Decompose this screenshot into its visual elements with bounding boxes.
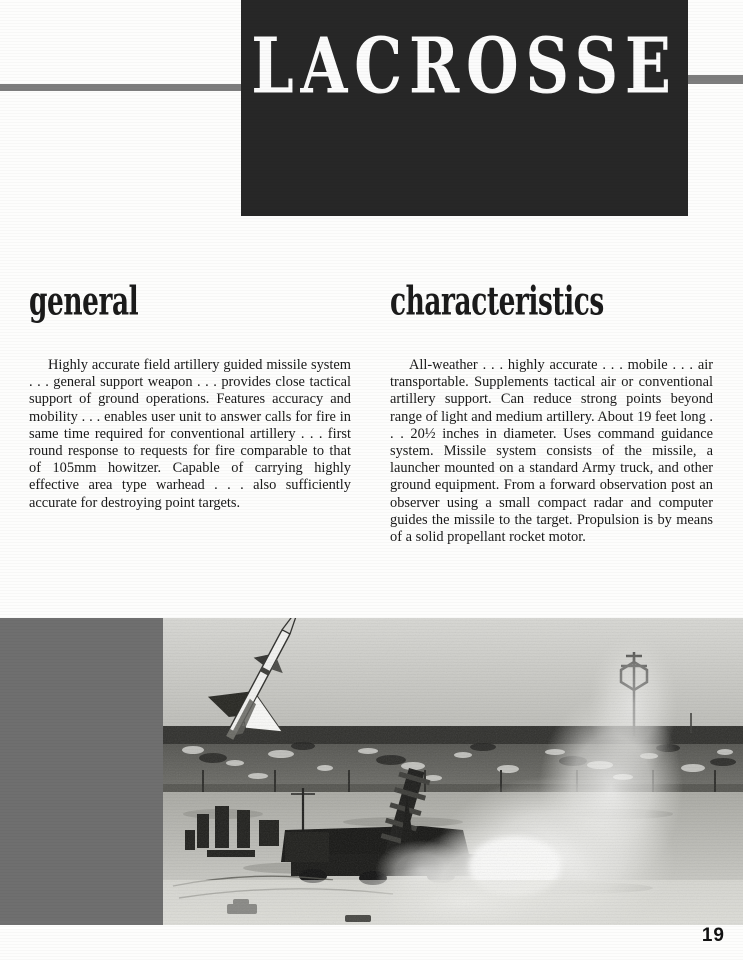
characteristics-body-text: All-weather . . . highly accurate . . . mobile . . . air transportable. Supplements tactical air or conventional artillery support. Can reduce strong points beyond range of light and medium artillery. About 19 feet long . . . 20½ inches in diameter. Uses command guidance system. Missile system consists of the missile, a launcher mounted on a standard Army truck, and other ground equipment. From a forward observation post an observer using a small compact radar and computer guides the missile to the target. Propulsion is by means of a solid propellant rocket motor. bbox=[390, 357, 713, 546]
column-characteristics bbox=[390, 357, 713, 546]
photo-block bbox=[0, 618, 743, 925]
title-banner bbox=[241, 0, 688, 216]
general-body-text: Highly accurate field artillery guided missile system . . . general support weapon . . . provides close tactical support of ground operations. Features accuracy and mobility . . . enables user unit to answer calls for fire in same time required for conventional artillery . . . first round response to requests for fire comparable to that of 105mm howitzer. Capable of carrying highly effective area type warhead . . . also sufficiently accurate for destroying point targets. bbox=[29, 357, 351, 511]
page-title: LACROSSE bbox=[251, 20, 678, 111]
photo-artwork bbox=[163, 618, 743, 925]
section-heading-characteristics: characteristics bbox=[390, 279, 604, 326]
column-general bbox=[29, 357, 351, 512]
page-number: 19 bbox=[701, 925, 725, 946]
section-heading-general: general bbox=[29, 279, 139, 326]
missile-launch-photograph bbox=[163, 618, 743, 925]
photo-gray-panel bbox=[0, 618, 163, 925]
header-rule-left bbox=[0, 84, 242, 91]
